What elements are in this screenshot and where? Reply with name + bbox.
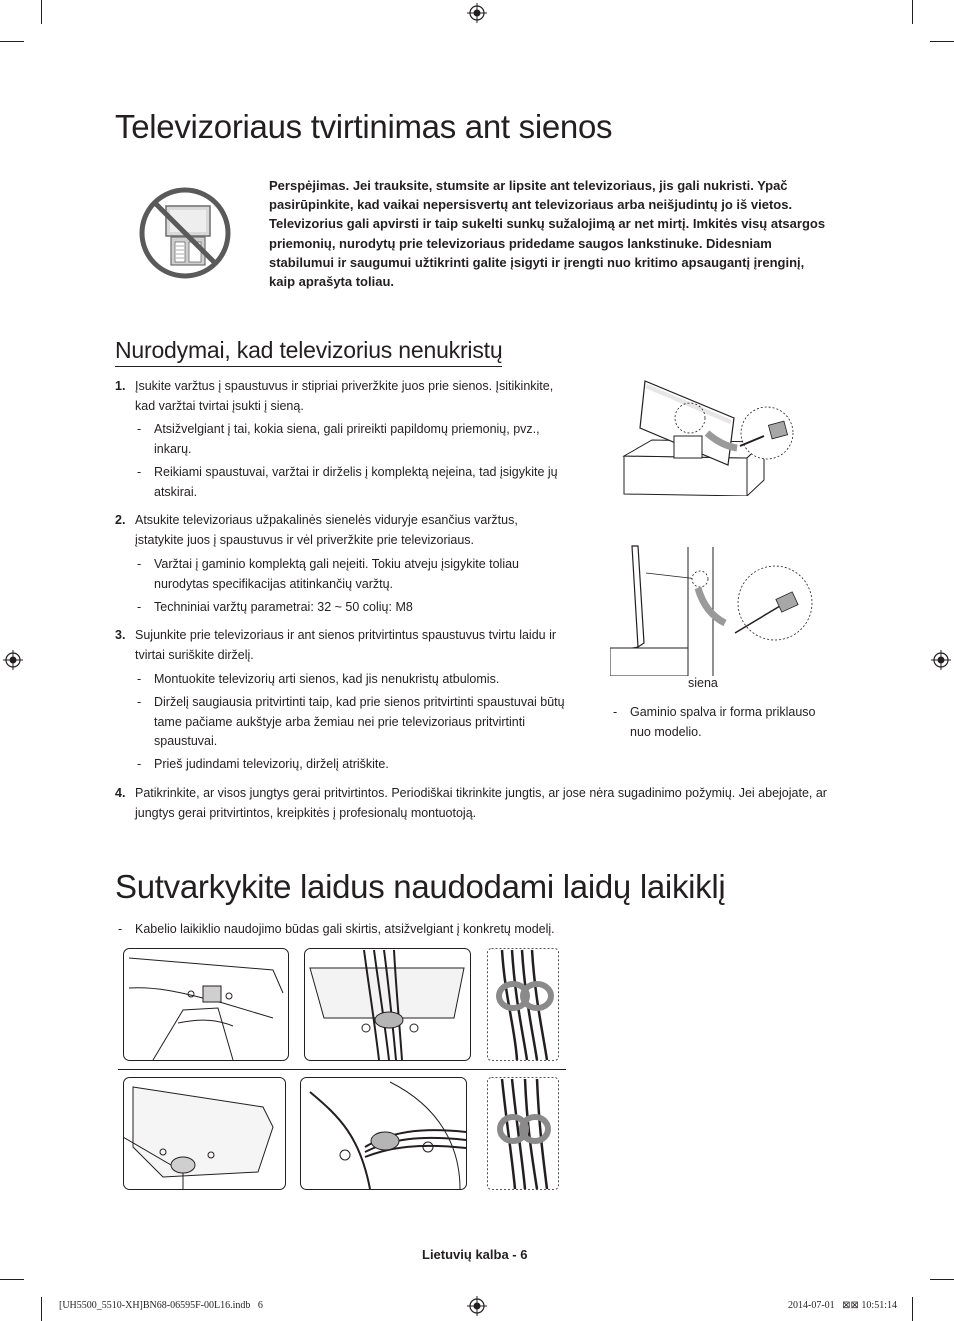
crop-mark-tl-h [0,41,24,42]
crop-mark-tr-v [912,0,913,24]
warning-paragraph: Perspėjimas. Jei trauksite, stumsite ar lipsite ant televizoriaus, jis gali nukristi. Ypač pasirūpinkite, kad vaikai nepersisvertų ant televizoriaus arba neišjudintų jo iš vietos. Televizorius gali apvirsti ir taip sukelti sunkų sužalojimą ar net mirtį. Imkitės visų atsargos priemonių, nurodytų prie televizoriaus pridedame saugos lankstinuke. Didesniam stabilumui ir saugumui užtikrinti galite įsigyti ir įrengti nuo kritimo apsaugantį įrenginį, kaip aprašyta toliau. [269,178,826,290]
cable-holder-panel-3 [123,1077,286,1190]
step-number: 3. [115,628,126,642]
tv-wall-strap-illustration [610,543,815,676]
file-info: [UH5500_5510-XH]BN68-06595F-00L16.indb 6 [59,1300,263,1311]
crop-mark-tl-v [41,0,42,24]
step-number: 1. [115,379,126,393]
step-number: 2. [115,513,126,527]
note-text: Kabelio laikiklio naudojimo būdas gali skirtis, atsižvelgiant į konkretų modelį. [135,922,555,936]
page-title: Televizoriaus tvirtinimas ant sienos [115,108,613,145]
no-climbing-tv-icon [137,186,233,280]
page-number-label: Lietuvių kalba - 6 [422,1247,528,1262]
crop-mark-tr-h [930,41,954,42]
note-text: Atsižvelgiant į tai, kokia siena, gali prireikti papildomų priemonių, pvz., inkarų. [154,422,540,456]
note-text: Varžtai į gaminio komplektą gali neįeiti. Tokiu atveju įsigykite toliau nurodytas specifikacijas atitinkančių varžtų. [154,557,519,591]
step-text: Atsukite televizoriaus užpakalinės sienelės viduryje esančius varžtus, įstatykite juos į spaustuvus ir vėl priveržkite prie televizoriaus. [135,513,518,547]
step-text: Įsukite varžtus į spaustuvus ir stipriai priveržkite juos prie sienos. Įsitikinkite, kad varžtai tvirtai įsukti į sieną. [135,379,554,413]
cable-holder-panel-1 [123,948,289,1061]
cable-holder-detail-2 [487,1077,559,1190]
note-text: Techniniai varžtų parametrai: 32 ~ 50 colių: M8 [154,600,413,614]
crosshair-registration-icon [467,1296,487,1316]
crop-mark-bl-v [41,1297,42,1321]
subsection-title: Nurodymai, kad televizorius nenukristų [115,337,502,367]
step-number: 4. [115,786,126,800]
note-text: Gaminio spalva ir forma priklauso nuo modelio. [630,705,816,739]
crop-mark-bl-h [0,1279,24,1280]
note-text: Dirželį saugiausia pritvirtinti taip, kad prie sienos pritvirtinti spaustuvai būtų tame pačiame aukštyje arba žemiau nei prie televizoriaus pritvirtinti spaustuvai. [154,695,565,749]
wall-label: siena [688,676,718,690]
crosshair-registration-icon [931,650,951,670]
step-text: Patikrinkite, ar visos jungtys gerai pritvirtintos. Periodiškai tikrinkite jungtis, ar jose nėra sugadinimo požymių. Jei abejojate, ar jungtys gerai pritvirtintos, kreipkitės į profesionalų montuotoją. [135,786,827,820]
crosshair-registration-icon [467,3,487,23]
divider-line [118,1069,566,1070]
cable-holder-panel-2 [304,948,471,1061]
step-text: Sujunkite prie televizoriaus ir ant sienos pritvirtintus spaustuvus tvirtu laidu ir tvirtai suriškite dirželį. [135,628,557,662]
note-text: Montuokite televizorių arti sienos, kad jis nenukristų atbulomis. [154,672,500,686]
crop-mark-br-v [912,1297,913,1321]
cable-holder-detail-1 [487,948,559,1061]
note-text: Prieš judindami televizorių, dirželį atriškite. [154,757,389,771]
cable-holder-panel-4 [300,1077,467,1190]
section-title: Sutvarkykite laidus naudodami laidų laikiklį [115,868,726,905]
crop-mark-br-h [930,1279,954,1280]
print-timestamp: 2014-07-01 ⊠⊠ 10:51:14 [788,1300,897,1311]
crosshair-registration-icon [3,650,23,670]
note-text: Reikiami spaustuvai, varžtai ir dirželis į komplektą neįeina, tad įsigykite jų atskirai. [154,465,558,499]
tv-on-stand-clamp-illustration [612,378,822,496]
